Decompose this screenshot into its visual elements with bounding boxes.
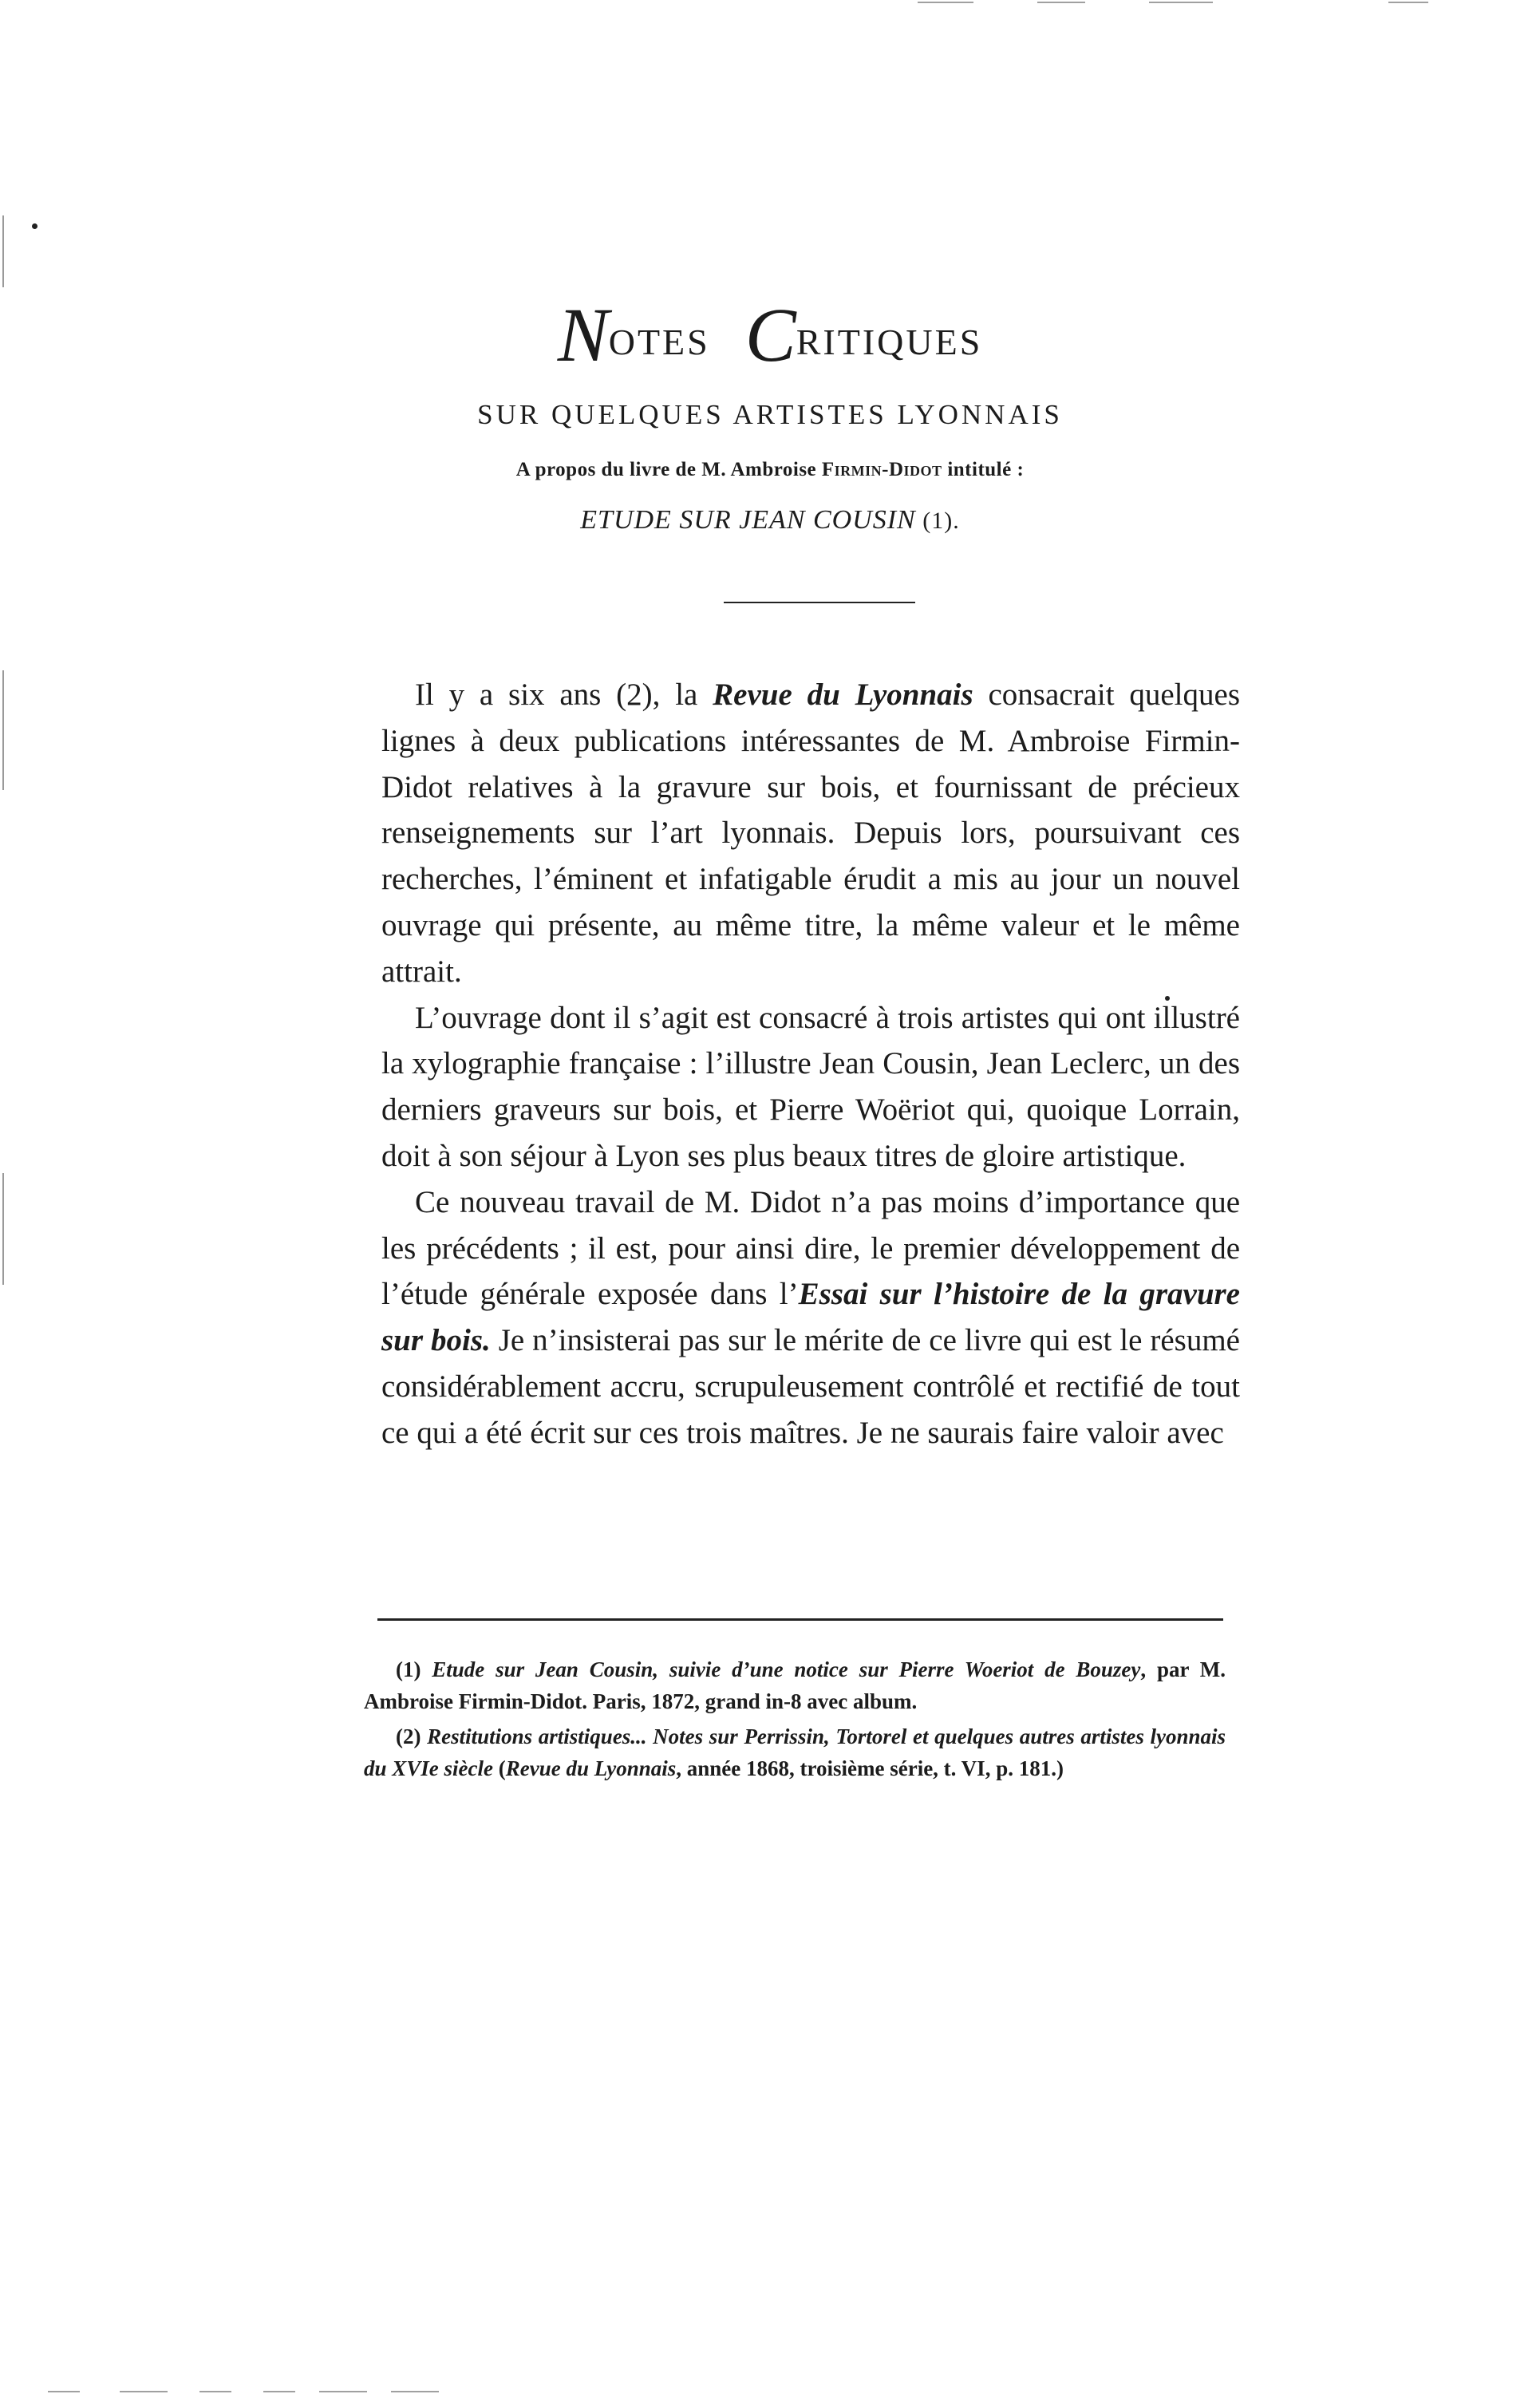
footnote-text: , année 1868, troisième série, t. VI, p. 181.): [676, 1756, 1064, 1780]
work-title-text: ETUDE SUR JEAN COUSIN: [580, 505, 916, 535]
title-rest: OTES: [608, 322, 710, 362]
footnote-title: Etude sur Jean Cousin, suivie d’une notice sur Pierre Woeriot de Bouzey: [432, 1657, 1141, 1681]
scan-margin-line: [2, 670, 4, 790]
title-word-notes: [557, 292, 710, 377]
title-divider: [724, 602, 915, 603]
body-text: [381, 672, 1240, 1456]
periodical-title: Revue du Lyonnais: [713, 678, 973, 712]
scan-edge-mark: [918, 2, 973, 3]
paragraph-3: [381, 1179, 1240, 1456]
footnote-text: (: [493, 1756, 506, 1780]
scan-margin-line: [2, 1173, 4, 1285]
apropos-text-end: intitulé :: [942, 459, 1025, 480]
apropos-line: [0, 459, 1540, 481]
footnote-text: , par M. Ambroise Firmin-Didot. Paris, 1872, grand in-8 avec album.: [364, 1657, 1226, 1713]
title-word-critiques: [744, 292, 983, 377]
paragraph-text: Il y a six ans (2), la: [415, 678, 713, 712]
title-initial: C: [744, 292, 796, 377]
title-initial: N: [557, 292, 609, 377]
scan-edge-mark: [199, 2391, 231, 2392]
apropos-text: A propos du livre de M. Ambroise: [515, 459, 822, 480]
footnote-number: (1): [396, 1657, 432, 1681]
footnote-ref: (1).: [915, 508, 960, 534]
scan-edge-mark: [263, 2391, 295, 2392]
book-title: Essai sur l’histoire de la gravure sur bois.: [381, 1277, 1240, 1358]
scan-edge-mark: [48, 2391, 80, 2392]
page-title: [0, 292, 1540, 377]
paragraph-text: Ce nouveau travail de M. Didot n’a pas moins d’importance que les précédents ; il est, pour ainsi dire, le premier développement de l’étude générale exposée dans l’: [381, 1184, 1240, 1312]
footnote-title: Restitutions artistiques... Notes sur Perrissin, Tortorel et quelques autres artistes lyonnais du XVIe siècle: [364, 1724, 1226, 1780]
work-title: [0, 505, 1540, 535]
footnote-number: (2): [396, 1724, 428, 1748]
periodical-title: Revue du Lyonnais: [505, 1756, 677, 1780]
footnote-2: [364, 1720, 1226, 1784]
title-rest: RITIQUES: [796, 322, 983, 362]
footnotes: [364, 1653, 1226, 1788]
scan-speck: [32, 223, 38, 229]
scan-edge-mark: [319, 2391, 367, 2392]
paragraph-text: Je n’insisterai pas sur le mérite de ce livre qui est le résumé considérablement accru, scrupuleusement contrôlé et rectifié de tout ce qui a été écrit sur ces trois maîtres. Je ne saurais faire valoir avec: [381, 1323, 1240, 1450]
footnote-1: [364, 1653, 1226, 1717]
paragraph-1: [381, 672, 1240, 995]
scan-margin-line: [2, 215, 4, 287]
paragraph-text: consacrait quelques lignes à deux publications intéressantes de M. Ambroise Firmin-Didot relatives à la gravure sur bois, et fournissant de précieux renseignements sur l’art lyonnais. Depuis lors, poursuivant ces recherches, l’éminent et infatigable érudit a mis au jour un nouvel ouvrage qui présente, au même titre, la même valeur et le même attrait.: [381, 678, 1240, 989]
scan-edge-mark: [120, 2391, 168, 2392]
paragraph-2: L’ouvrage dont il s’agit est consacré à trois artistes qui ont illustré la xylographie française : l’illustre Jean Cousin, Jean Leclerc, un des derniers graveurs sur bois, et Pierre Woëriot qui, quoique Lorrain, doit à son séjour à Lyon ses plus beaux titres de gloire artistique.: [381, 1000, 1240, 1173]
scan-edge-mark: [391, 2391, 439, 2392]
scan-edge-mark: [1149, 2, 1213, 3]
apropos-author: Firmin-Didot: [821, 459, 942, 480]
scan-edge-mark: [1388, 2, 1428, 3]
footnote-divider: [377, 1618, 1223, 1621]
scan-edge-mark: [1037, 2, 1085, 3]
subtitle: SUR QUELQUES ARTISTES LYONNAIS: [477, 399, 1063, 430]
